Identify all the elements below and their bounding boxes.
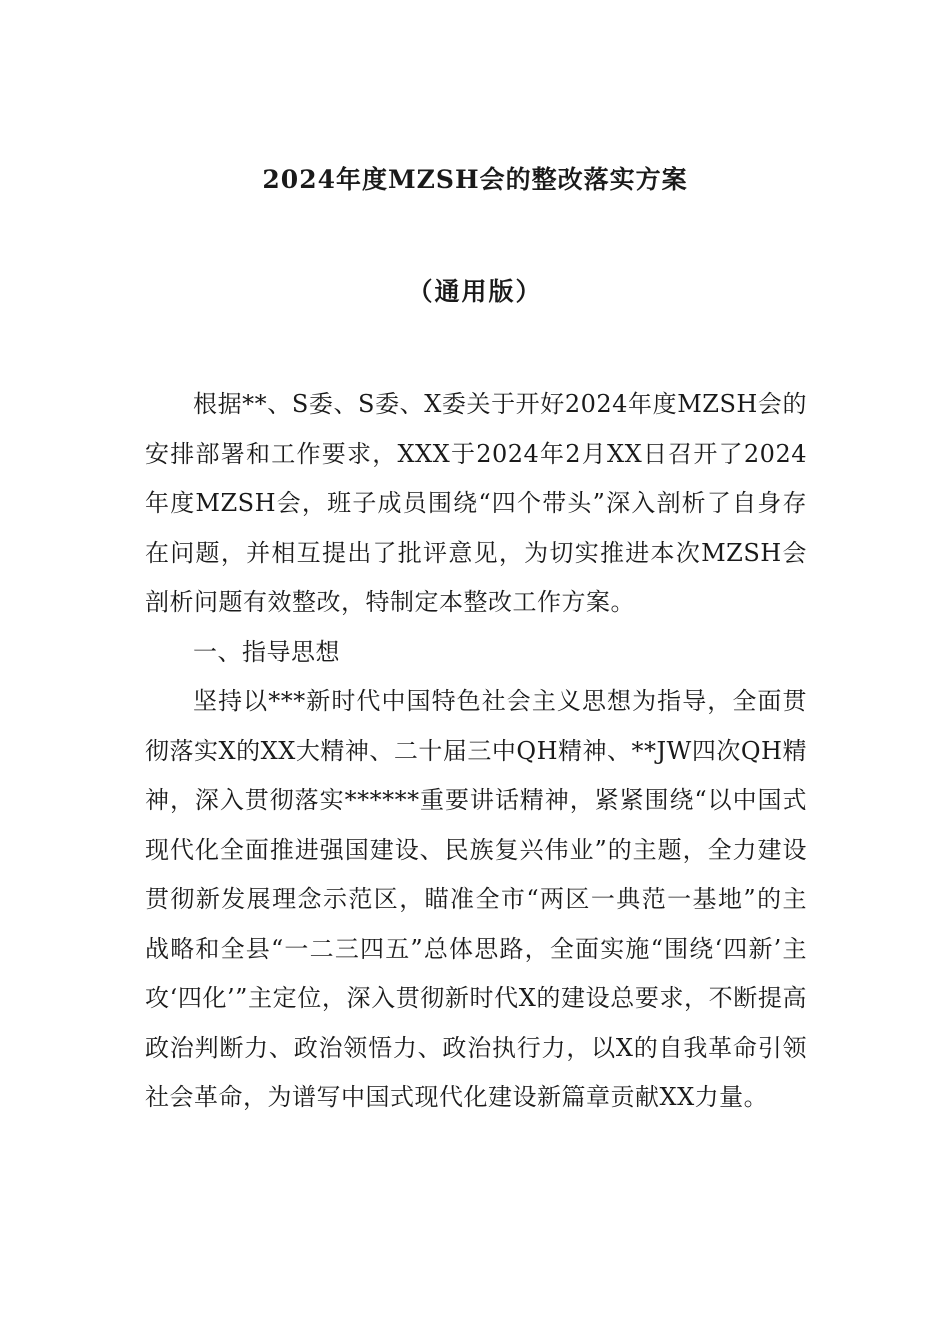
section-heading-guiding-ideology: 一、指导思想	[193, 637, 340, 666]
document-title: 2024年度MZSH会的整改落实方案	[262, 165, 688, 194]
document-subtitle: （通用版）	[407, 277, 543, 306]
section-paragraph-guiding-ideology: 坚持以***新时代中国特色社会主义思想为指导，全面贯彻落实X的XX大精神、二十届三中QH精神、**JW四次QH精神，深入贯彻落实******重要讲话精神，紧紧围绕“以中国式现代化全面推进强国建设、民族复兴伟业”的主题，全力建设贯彻新发展理念示范区，瞄准全市“两区一典范一基地”的主战略和全县“一二三四五”总体思路，全面实施“围绕‘四新’主攻‘四化’”主定位，深入贯彻新时代X的建设总要求，不断提高政治判断力、政治领悟力、政治执行力，以X的自我革命引领社会革命，为谱写中国式现代化建设新篇章贡献XX力量。	[145, 687, 807, 1111]
intro-paragraph: 根据**、S委、S委、X委关于开好2024年度MZSH会的安排部署和工作要求，XXX于2024年2月XX日召开了2024年度MZSH会，班子成员围绕“四个带头”深入剖析了自身存在问题，并相互提出了批评意见，为切实推进本次MZSH会剖析问题有效整改，特制定本整改工作方案。	[145, 390, 807, 616]
document-body	[145, 380, 807, 1123]
